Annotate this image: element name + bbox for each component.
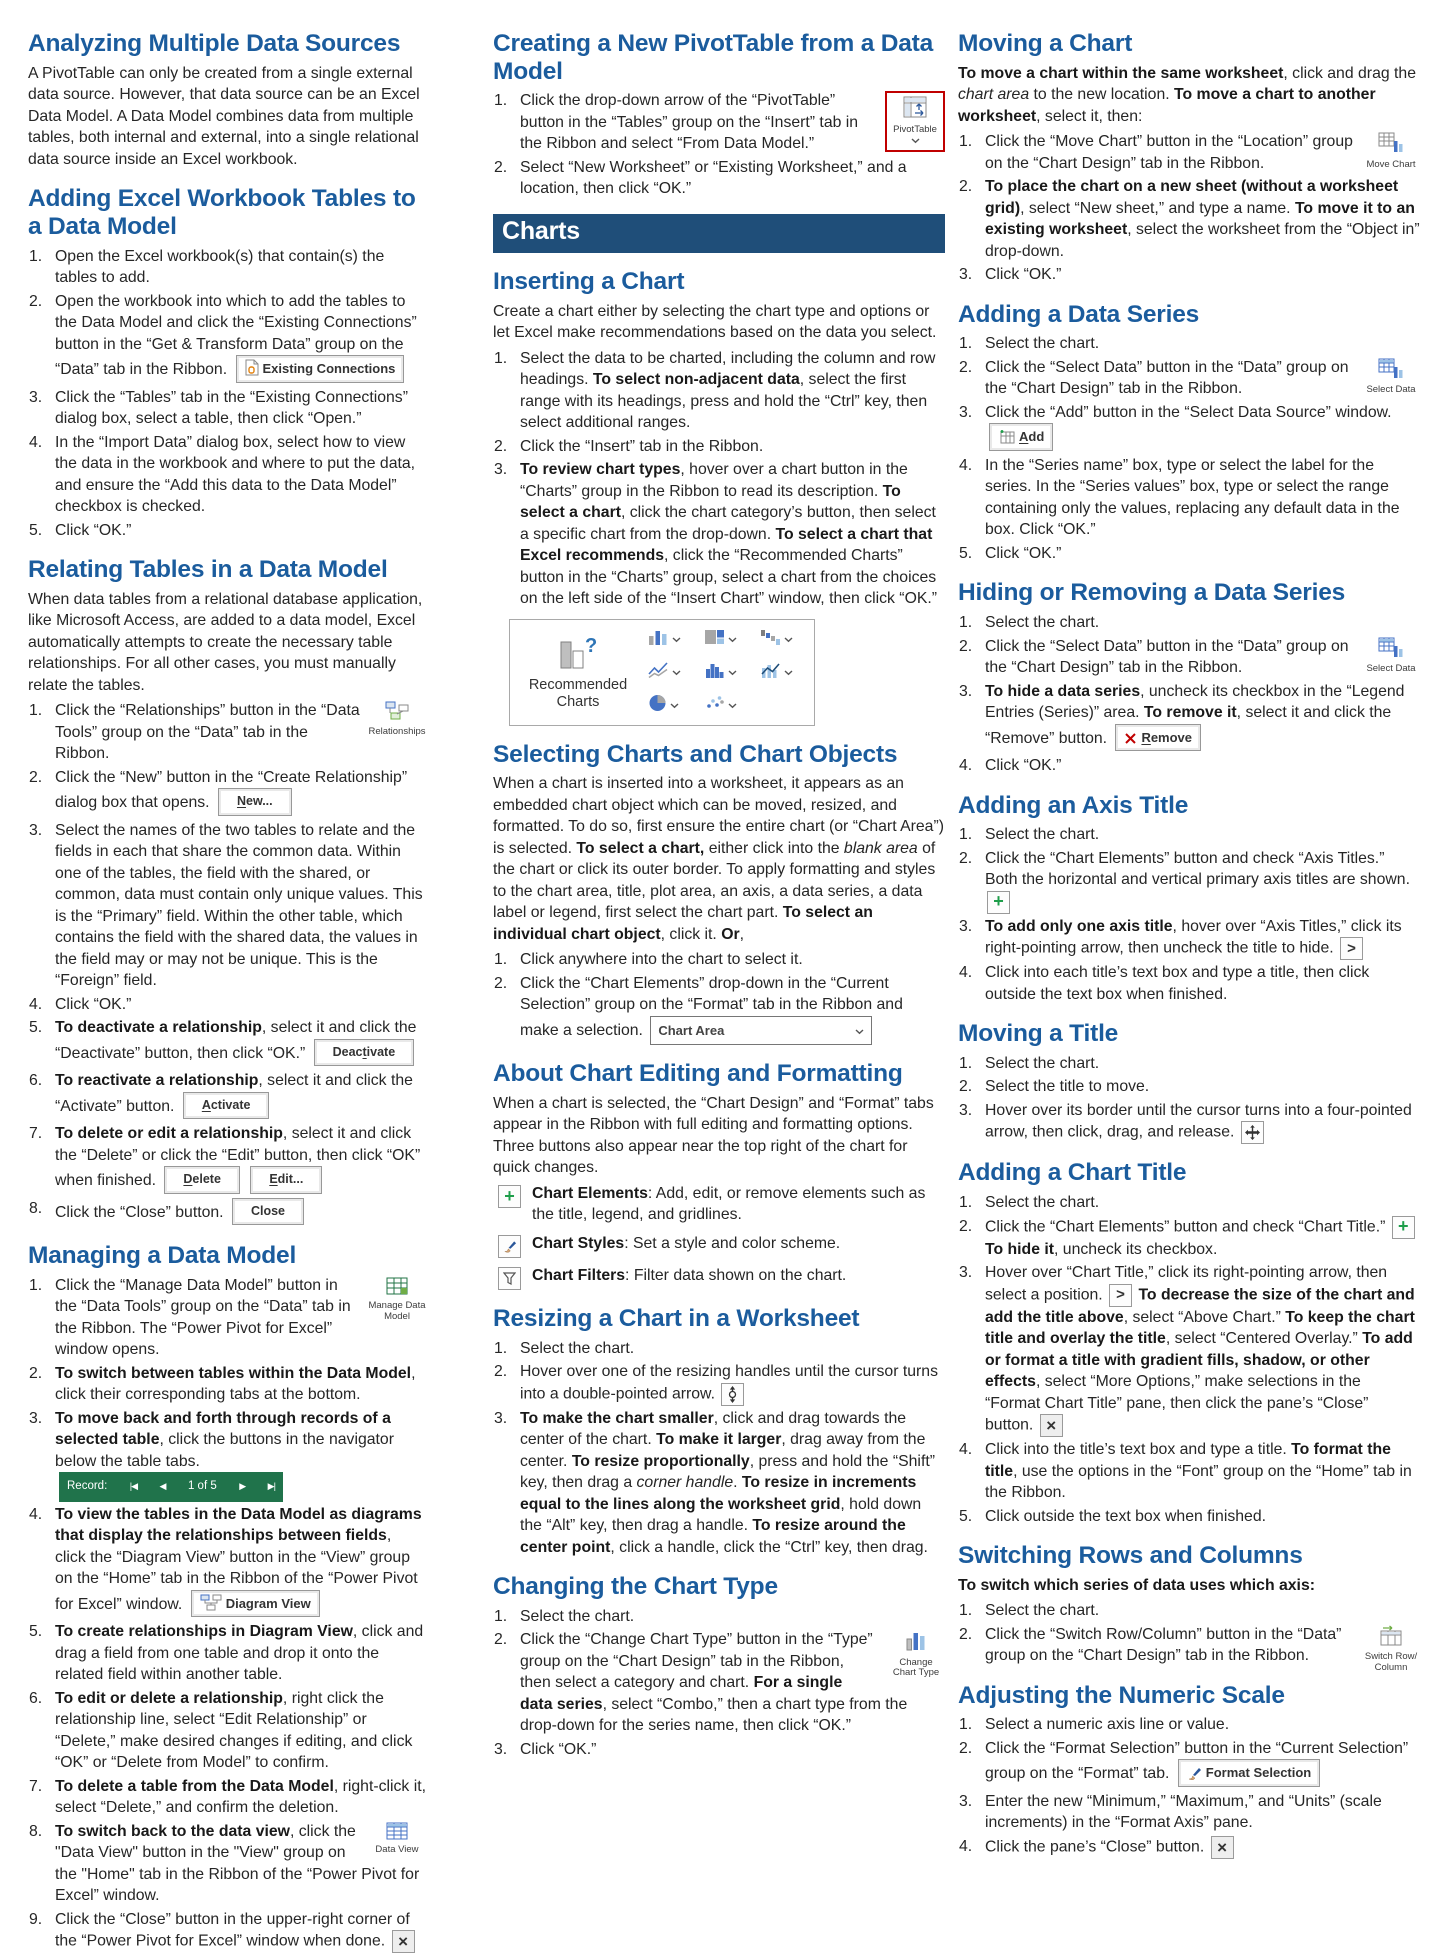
list-item: 8. Data View To switch back to the data view, click the "Data View" button in the "View" group on the "Home" tab in the Ribbon of the “Power Pivot for Excel” window. <box>28 1821 426 1907</box>
list-item: 2. Click the “New” button in the “Create Relationship” dialog box that opens. New... <box>28 767 426 818</box>
list-number: 6. <box>29 1689 43 1707</box>
list-item: 1. Select the chart. <box>958 333 1420 355</box>
histogram-chart-button[interactable] <box>704 661 752 684</box>
record-count: 1 of 5 <box>187 1480 217 1493</box>
list-item: 7. To delete or edit a relationship, select it and click the “Delete” or click the “Edit” button, then click “OK” when finished. Delete Edit... <box>28 1123 426 1196</box>
column-left <box>28 30 426 1955</box>
list-number: 5. <box>29 521 43 539</box>
list-item: 3. To hide a data series, uncheck its checkbox in the “Legend Entries (Series)” area. To remove it, select it and click the “Remove” button. Remove <box>958 681 1420 754</box>
chart-quick-button-row <box>493 1233 945 1258</box>
list-item: 4. In the “Series name” box, type or select the label for the series. In the “Series values” box, type or select the range containing only the values, replacing any default data in the box. Click “OK.” <box>959 456 1400 539</box>
list-item: 1. Select the chart. <box>958 1600 1420 1622</box>
diagram-view-btn[interactable]: Diagram View <box>191 1590 320 1618</box>
svg-text:?: ? <box>585 634 598 657</box>
list-item: 4. In the “Import Data” dialog box, select how to view the data in the workbook and where to put the data, and ensure the “Add this data to the Data Model” checkbox is checked. <box>29 433 416 516</box>
list-item: 1. Select a numeric axis line or value. <box>958 1714 1420 1736</box>
section-heading: Hiding or Removing a Data Series <box>958 579 1346 607</box>
paragraph: When a chart is inserted into a worksheet, it appears as an embedded chart object which can be moved, resized, and formatted. To do so, first ensure the entire chart (or “Chart Area”) is selected. To select a chart, either click into the blank area of the chart or click its outer border. To apply formatting and styles to the chart area, title, plot area, an axis, a data series, a data label or legend, first select the chart part. To select an individual chart object, click it. Or, <box>493 775 944 943</box>
chevron-down-icon <box>855 1020 864 1042</box>
section-heading: About Chart Editing and Formatting <box>493 1060 903 1088</box>
list-number: 3. <box>959 1264 973 1282</box>
list-item: 1. Select the chart. <box>493 1338 945 1360</box>
close-icon[interactable]: × <box>1040 1414 1063 1437</box>
list-item: 3. Click the “Add” button in the “Select Data Source” window. Add <box>958 402 1420 453</box>
list-item: 4. Click into the title’s text box and type a title. To format the title, use the options in the “Font” group on the “Home” tab in the Ribbon. <box>959 1441 1412 1502</box>
remove-x-icon <box>1124 730 1141 745</box>
list-item: 3. Enter the new “Minimum,” “Maximum,” and “Units” (scale increments) in the “Format Axis” pane. <box>959 1792 1382 1832</box>
list-item: 1. Select the chart. <box>958 612 1420 634</box>
previous-record-icon[interactable]: ◀ <box>159 1481 166 1492</box>
list-number: 2. <box>29 292 43 310</box>
list-item: 3. Click the “Tables” tab in the “Existing Connections” dialog box, select a table, then click “Open.” <box>29 388 408 428</box>
new-btn[interactable]: New... <box>218 788 292 816</box>
paragraph: To switch which series of data uses which axis: <box>958 1576 1315 1594</box>
list-number: 1. <box>494 92 508 110</box>
list-number: 1. <box>959 614 973 632</box>
list-number: 4. <box>959 1441 973 1459</box>
format-brush-icon <box>1187 1765 1206 1780</box>
paragraph: A PivotTable can only be created from a single external data source. However, that data source can be an Excel Data Model. A Data Model combines data from multiple tables, both internal and external, into a single relational data source inside an Excel workbook. <box>28 64 420 168</box>
list-number: 4. <box>29 1505 43 1523</box>
chart-quick-button-row <box>493 1183 945 1226</box>
chevron-down-icon <box>728 696 737 714</box>
list-number: 2. <box>959 1078 973 1096</box>
list-item: 2. Click the “Chart Elements” button and check “Axis Titles.” Both the horizontal and vertical primary axis titles are shown. + <box>958 848 1420 914</box>
select-data-icon[interactable] <box>1362 358 1420 396</box>
list-number: 2. <box>959 637 973 655</box>
relationships-icon[interactable] <box>368 701 426 737</box>
list-number: 2. <box>494 1363 508 1381</box>
close-icon[interactable]: × <box>1211 1836 1234 1859</box>
select-data-icon[interactable] <box>1362 637 1420 675</box>
list-item: 5. Click “OK.” <box>958 543 1420 565</box>
section-heading: Adding a Chart Title <box>958 1159 1187 1187</box>
list-item: 1. PivotTable Click the drop-down arrow of the “PivotTable” button in the “Tables” group on the “Insert” tab in the Ribbon and select “From Data Model.” <box>493 90 945 155</box>
diagram-view-icon <box>200 1596 226 1611</box>
list-number: 5. <box>959 544 973 562</box>
list-item: 2. Select Data Click the “Select Data” button in the “Data” group on the “Chart Design” tab in the Ribbon. <box>958 357 1420 400</box>
connections-file-icon <box>245 361 263 376</box>
add-table-icon <box>998 429 1019 444</box>
change-chart-type-icon <box>887 1630 945 1656</box>
move-chart-icon[interactable] <box>1362 132 1420 170</box>
list-item: 3. To make the chart smaller, click and drag towards the center of the chart. To make it larger, drag away from the center. To resize proportionally, press and hold the “Shift” key, then drag a corner handle. To resize in increments equal to the lines along the worksheet grid, hold down the “Alt” key, then drag a handle. To resize around the center point, click a handle, click the “Ctrl” key, then drag. <box>494 1409 935 1556</box>
list-number: 1. <box>494 1339 508 1357</box>
chevron-down-icon <box>784 663 793 681</box>
list-number: 1. <box>959 133 973 151</box>
chart-quick-button-text: Chart Elements: Add, edit, or remove elements such as the title, legend, and gridlines. <box>532 1184 926 1224</box>
waterfall-chart-button[interactable] <box>760 628 808 651</box>
list-item: 2. Click the “Chart Elements” button and check “Chart Title.” + To hide it, uncheck its checkbox. <box>958 1216 1420 1261</box>
four-arrow-icon <box>1241 1121 1264 1144</box>
paragraph: When a chart is selected, the “Chart Design” and “Format” tabs appear in the Ribbon with full editing and formatting options. Three buttons also appear near the top right of the chart for quick changes. <box>493 1094 934 1177</box>
list-item: 6. To reactivate a relationship, select it and click the “Activate” button. Activate <box>28 1070 426 1121</box>
histogram-chart-icon <box>704 661 725 684</box>
list-item: 2. Click the “Chart Elements” drop-down in the “Current Selection” group on the “Format” tab in the Ribbon and make a selection. Chart Area <box>493 973 945 1046</box>
section-heading: Analyzing Multiple Data Sources <box>28 30 401 57</box>
list-item: 1. Select the chart. <box>958 824 1420 846</box>
list-item: 5. To create relationships in Diagram View, click and drag a field from one table and drop it onto the related field within another table. <box>29 1623 424 1684</box>
section-heading: Selecting Charts and Chart Objects <box>493 740 898 768</box>
manage-data-model-icon <box>368 1276 426 1300</box>
recommended-charts-button[interactable] <box>516 634 640 711</box>
ribbon-button-caption: Select Data <box>1366 384 1416 396</box>
list-item: 8. Click the “Close” button. Close <box>28 1198 426 1228</box>
combo-chart-icon <box>760 661 781 684</box>
chevron-down-icon <box>670 696 679 714</box>
list-number: 2. <box>494 437 508 455</box>
list-item: 5. To deactivate a relationship, select it and click the “Deactivate” button, then click “OK.” Deactivate <box>28 1017 426 1068</box>
list-number: 4. <box>959 1837 973 1855</box>
list-number: 3. <box>494 1409 508 1427</box>
pie-chart-icon <box>648 694 667 717</box>
treemap-chart-icon <box>704 628 725 651</box>
list-number: 8. <box>29 1199 43 1217</box>
ribbon-button-caption: PivotTable <box>893 123 937 135</box>
list-item: 5. Click outside the text box when finished. <box>958 1506 1420 1528</box>
list-number: 5. <box>959 1507 973 1525</box>
list-number: 2. <box>494 974 508 992</box>
list-item: 2. Change Chart Type Click the “Change Chart Type” button in the “Type” group on the “Chart Design” tab in the Ribbon, then select a category and chart. For a single data series, select “Combo,” then a chart type from the drop-down for the series name, then click “OK.” <box>493 1629 945 1737</box>
column-chart-icon <box>648 628 669 651</box>
list-number: 1. <box>29 1276 43 1294</box>
chevron-down-icon <box>784 630 793 648</box>
list-number: 3. <box>959 917 973 935</box>
list-item: 6. To edit or delete a relationship, right click the relationship line, select “Edit Relationship” or “Delete,” make desired changes if editing, and click “OK” or “Delete from Model” to confirm. <box>29 1689 413 1772</box>
select-data-icon <box>1362 358 1420 384</box>
list-number: 2. <box>959 358 973 376</box>
list-number: 1. <box>959 826 973 844</box>
list-item: 4. To view the tables in the Data Model as diagrams that display the relationships between fields, click the “Diagram View” button in the “View” group on the “Home” tab in the Ribbon of the “Power Pivot for Excel” window. Diagram View <box>28 1504 426 1620</box>
dropdown-value: Chart Area <box>658 1022 725 1038</box>
list-item: 1. Relationships Click the “Relationships” button in the “Data Tools” group on the “Data” tab in the Ribbon. <box>29 702 426 763</box>
section-heading: Adding an Axis Title <box>958 791 1189 819</box>
list-number: 2. <box>959 1739 973 1757</box>
activate-btn[interactable]: Activate <box>183 1092 270 1120</box>
ribbon-button-caption: Switch Row/ Column <box>1364 1651 1418 1673</box>
list-item: 7. To delete a table from the Data Model, right-click it, select “Delete,” and confirm the deletion. <box>29 1777 427 1817</box>
list-number: 6. <box>29 1072 43 1090</box>
list-number: 3. <box>29 1409 43 1427</box>
list-number: 2. <box>959 849 973 867</box>
chevron-down-icon <box>672 630 681 648</box>
list-item: 1. Manage Data Model Click the “Manage Data Model” button in the “Data Tools” group on the “Data” tab in the Ribbon. The “Power Pivot for Excel” window opens. <box>29 1276 426 1359</box>
ribbon-button-caption: Select Data <box>1366 663 1416 675</box>
delete-btn[interactable]: Delete <box>164 1166 240 1194</box>
list-item: 3. Click “OK.” <box>958 264 1420 286</box>
select-data-icon <box>1362 637 1420 663</box>
chart-type-buttons <box>648 628 808 717</box>
list-item: 1. Select the chart. <box>958 1053 1420 1075</box>
list-item: 1. Click anywhere into the chart to select it. <box>493 949 945 971</box>
list-item: 2. To place the chart on a new sheet (without a worksheet grid), select “New sheet,” and type a name. To move it to an existing worksheet, select the worksheet from the “Object in” drop-down. <box>959 178 1420 260</box>
list-number: 1. <box>29 702 43 720</box>
list-number: 3. <box>29 388 43 406</box>
list-number: 4. <box>959 757 973 775</box>
ribbon-button-caption: Data View <box>375 1844 419 1856</box>
plus-box-icon: + <box>1392 1216 1415 1239</box>
add-btn[interactable]: Add <box>989 423 1053 451</box>
list-item: 4. Click the pane’s “Close” button. × <box>958 1836 1420 1859</box>
recommended-charts-icon <box>558 634 598 676</box>
list-item: 3. To add only one axis title, hover over “Axis Titles,” click its right-pointing arrow, then uncheck the title to hide. > <box>958 916 1420 961</box>
combo-chart-button[interactable] <box>760 661 808 684</box>
list-number: 8. <box>29 1822 43 1840</box>
section-heading: Resizing a Chart in a Worksheet <box>493 1304 860 1332</box>
list-number: 1. <box>959 1716 973 1734</box>
manage-dm-icon[interactable] <box>368 1276 426 1323</box>
list-item: 3. Hover over its border until the cursor turns into a four-pointed arrow, then click, drag, and release. <box>958 1100 1420 1145</box>
list-number: 3. <box>494 1740 508 1758</box>
chevron-down-icon <box>672 663 681 681</box>
list-item: 2. Select the title to move. <box>958 1076 1420 1098</box>
list-item: 2. Hover over one of the resizing handles until the cursor turns into a double-pointed arrow. <box>493 1361 945 1406</box>
chart-quick-button-text: Chart Styles: Set a style and color scheme. <box>532 1234 841 1252</box>
list-number: 2. <box>494 158 508 176</box>
charts-ribbon-group <box>509 619 815 726</box>
list-number: 4. <box>29 995 43 1013</box>
chart-styles-icon[interactable] <box>498 1235 521 1258</box>
list-item: 1. Select the data to be charted, including the column and row headings. To select non-adjacent data, select the first range with its headings, press and hold the “Ctrl” key, then select additional ranges. <box>494 349 936 432</box>
switch-row-column-icon <box>1362 1625 1420 1651</box>
list-number: 7. <box>29 1777 43 1795</box>
section-heading: Adding Excel Workbook Tables to a Data Model <box>28 185 416 240</box>
edit-btn[interactable]: Edit... <box>250 1166 322 1194</box>
ribbon-button-caption: Relationships <box>368 725 426 737</box>
treemap-chart-button[interactable] <box>704 628 752 651</box>
list-number: 2. <box>959 178 973 196</box>
list-number: 9. <box>29 1910 43 1928</box>
charts-section-banner: Charts <box>493 214 945 253</box>
scatter-chart-button[interactable] <box>704 694 752 717</box>
list-number: 1. <box>959 335 973 353</box>
section-heading: Moving a Chart <box>958 30 1133 57</box>
relationships-diagram-icon <box>368 701 426 725</box>
list-item: 3. To review chart types, hover over a chart button in the “Charts” group in the Ribbon to read its description. To select a chart, click the chart category’s button, then select a specific chart from the drop-down. To select a chart that Excel recommends, click the “Recommended Charts” button in the “Charts” group, select a chart from the choices on the left side of the “Insert Chart” window, then click “OK.” <box>494 461 938 608</box>
list-item: 1. Open the Excel workbook(s) that contain(s) the tables to add. <box>29 247 385 287</box>
list-number: 5. <box>29 1623 43 1641</box>
section-heading: Adjusting the Numeric Scale <box>958 1681 1285 1709</box>
list-number: 4. <box>29 433 43 451</box>
section-heading: Switching Rows and Columns <box>958 1542 1303 1570</box>
paragraph: Create a chart either by selecting the chart type and options or let Excel make recommendations based on the data you select. <box>493 302 937 342</box>
list-item: 2. Select “New Worksheet” or “Existing Worksheet,” and a location, then click “OK.” <box>494 158 907 198</box>
list-number: 3. <box>959 1792 973 1810</box>
paragraph: When data tables from a relational database application, like Microsoft Access, are added to a data model, Excel automatically attempts to create the necessary table relationships. For all other cases, you must manually relate the tables. <box>28 590 423 694</box>
list-item: 2. To switch between tables within the Data Model, click their corresponding tabs at the bottom. <box>29 1364 416 1404</box>
record-label: Record: <box>67 1480 108 1493</box>
first-record-icon[interactable]: |◀ <box>129 1481 138 1492</box>
list-number: 4. <box>959 456 973 474</box>
existing-connections[interactable]: Existing Connections <box>236 355 405 383</box>
list-item: 3. Select the names of the two tables to relate and the fields in each that share the common data. Within one of the tables, the field with the shared, or common, data must contain only unique values. This is the “Primary” field. Within the other table, which contains the field with the shared data, the values in the field may or may not be unique. This is the “Foreign” field. <box>29 821 423 990</box>
pivottable-icon <box>888 95 942 123</box>
list-number: 1. <box>959 1054 973 1072</box>
list-number: 4. <box>959 964 973 982</box>
arrow-right-icon: > <box>1340 937 1363 960</box>
chevron-down-icon <box>888 137 942 148</box>
list-number: 3. <box>959 403 973 421</box>
list-item: 3. Hover over “Chart Title,” click its right-pointing arrow, then select a position. > To decrease the size of the chart and add the title above, select “Above Chart.” To keep the chart title and overlay the title, select “Centered Overlay.” To add or format a title with gradient fills, shadow, or other effects, select “More Options,” make selections in the “Format Chart Title” pane, then click the pane’s “Close” button. × <box>958 1262 1420 1437</box>
arrow-right-icon: > <box>1109 1284 1132 1307</box>
section-heading: Changing the Chart Type <box>493 1573 778 1601</box>
list-number: 3. <box>29 821 43 839</box>
section-heading: Creating a New PivotTable from a Data Model <box>493 30 934 85</box>
remove-btn[interactable]: Remove <box>1115 724 1201 752</box>
list-number: 1. <box>494 1607 508 1625</box>
list-number: 2. <box>959 1625 973 1643</box>
column-middle <box>493 30 945 1762</box>
section-heading: Adding a Data Series <box>958 300 1200 328</box>
format-selection-btn[interactable]: Format Selection <box>1178 1759 1320 1787</box>
chart-quick-button-row <box>493 1265 945 1290</box>
list-number: 3. <box>494 461 508 479</box>
list-number: 2. <box>29 1364 43 1382</box>
last-record-icon[interactable]: ▶| <box>267 1481 275 1492</box>
close-icon[interactable]: × <box>392 1930 415 1953</box>
list-item: 3. Click “OK.” <box>493 1739 945 1761</box>
ribbon-button-caption: Manage Data Model <box>368 1300 426 1322</box>
list-number: 1. <box>494 349 508 367</box>
list-number: 2. <box>959 1217 973 1235</box>
plus-box-icon: + <box>987 891 1010 914</box>
chevron-down-icon <box>728 663 737 681</box>
list-number: 3. <box>959 682 973 700</box>
list-number: 3. <box>959 266 973 284</box>
list-item: 9. Click the “Close” button in the upper-right corner of the “Power Pivot for Excel” window when done. × <box>28 1909 426 1954</box>
line-chart-icon <box>648 661 669 684</box>
list-item: 1. Select the chart. <box>493 1606 945 1628</box>
list-item: 5. Click “OK.” <box>28 520 426 542</box>
list-number: 5. <box>29 1019 43 1037</box>
pivottable-icon[interactable] <box>885 91 945 152</box>
list-number: 3. <box>959 1101 973 1119</box>
list-item: 2. Click the “Format Selection” button in the “Current Selection” group on the “Format” tab. Format Selection <box>958 1738 1420 1789</box>
list-item: 2. Select Data Click the “Select Data” button in the “Data” group on the “Chart Design” tab in the Ribbon. <box>958 636 1420 679</box>
list-number: 1. <box>959 1194 973 1212</box>
recommended-charts-label: Recommended Charts <box>528 676 628 710</box>
section-heading: Moving a Title <box>958 1020 1119 1048</box>
list-item: 4. Click “OK.” <box>28 994 426 1016</box>
record-navigator[interactable] <box>59 1472 283 1502</box>
section-heading: Managing a Data Model <box>28 1242 297 1270</box>
section-heading: Relating Tables in a Data Model <box>28 556 388 584</box>
list-number: 1. <box>494 951 508 969</box>
column-right <box>958 30 1420 1861</box>
list-number: 7. <box>29 1125 43 1143</box>
close-btn[interactable]: Close <box>232 1198 304 1226</box>
column-chart-button[interactable] <box>648 628 696 651</box>
pie-chart-button[interactable] <box>648 694 696 717</box>
deactivate-btn[interactable]: Deactivate <box>314 1039 415 1067</box>
data-view-icon <box>368 1822 426 1844</box>
waterfall-chart-icon <box>760 628 781 651</box>
change-chart-type-icon[interactable] <box>887 1630 945 1679</box>
list-number: 1. <box>959 1602 973 1620</box>
section-heading: Inserting a Chart <box>493 267 685 295</box>
move-chart-icon <box>1362 132 1420 158</box>
paragraph: To move a chart within the same worksheet, click and drag the chart area to the new location. To move a chart to another worksheet, select it, then: <box>958 64 1416 125</box>
list-item: 3. To move back and forth through records of a selected table, click the buttons in the navigator below the table tabs. Record: |◀ ◀ 1 of 5 ▶ ▶| <box>28 1408 426 1502</box>
list-number: 2. <box>494 1631 508 1649</box>
list-item: 4. Click “OK.” <box>958 755 1420 777</box>
chevron-down-icon <box>728 630 737 648</box>
chart-filters-icon[interactable] <box>498 1267 521 1290</box>
list-item: 1. Select the chart. <box>958 1192 1420 1214</box>
data-view-icon[interactable] <box>368 1822 426 1856</box>
chart-quick-button-text: Chart Filters: Filter data shown on the chart. <box>532 1266 847 1284</box>
list-item: 4. Click into each title’s text box and type a title, then click outside the text box when finished. <box>959 964 1370 1003</box>
list-number: 1. <box>29 247 43 265</box>
scatter-chart-icon <box>704 694 725 717</box>
list-number: 2. <box>29 768 43 786</box>
list-item: 2. Click the “Insert” tab in the Ribbon. <box>493 436 945 458</box>
list-item: 2. Switch Row/ Column Click the “Switch Row/Column” button in the “Data” group on the “Chart Design” tab in the Ribbon. <box>958 1624 1420 1667</box>
chart-elements-dropdown[interactable] <box>650 1016 872 1046</box>
resize-cursor-icon <box>721 1383 744 1406</box>
ribbon-button-caption: Change Chart Type <box>892 1656 940 1679</box>
next-record-icon[interactable]: ▶ <box>239 1481 246 1492</box>
chart-elements-icon[interactable]: + <box>498 1185 521 1208</box>
switch-rc-icon[interactable] <box>1362 1625 1420 1674</box>
list-item: 1. Move Chart Click the “Move Chart” button in the “Location” group on the “Chart Design” tab in the Ribbon. <box>958 131 1420 174</box>
list-item: 2. Open the workbook into which to add the tables to the Data Model and click the “Existing Connections” button in the “Get & Transform Data” group on the “Data” tab in the Ribbon. Existing Connections <box>28 291 426 385</box>
line-chart-button[interactable] <box>648 661 696 684</box>
ribbon-button-caption: Move Chart <box>1366 158 1416 170</box>
